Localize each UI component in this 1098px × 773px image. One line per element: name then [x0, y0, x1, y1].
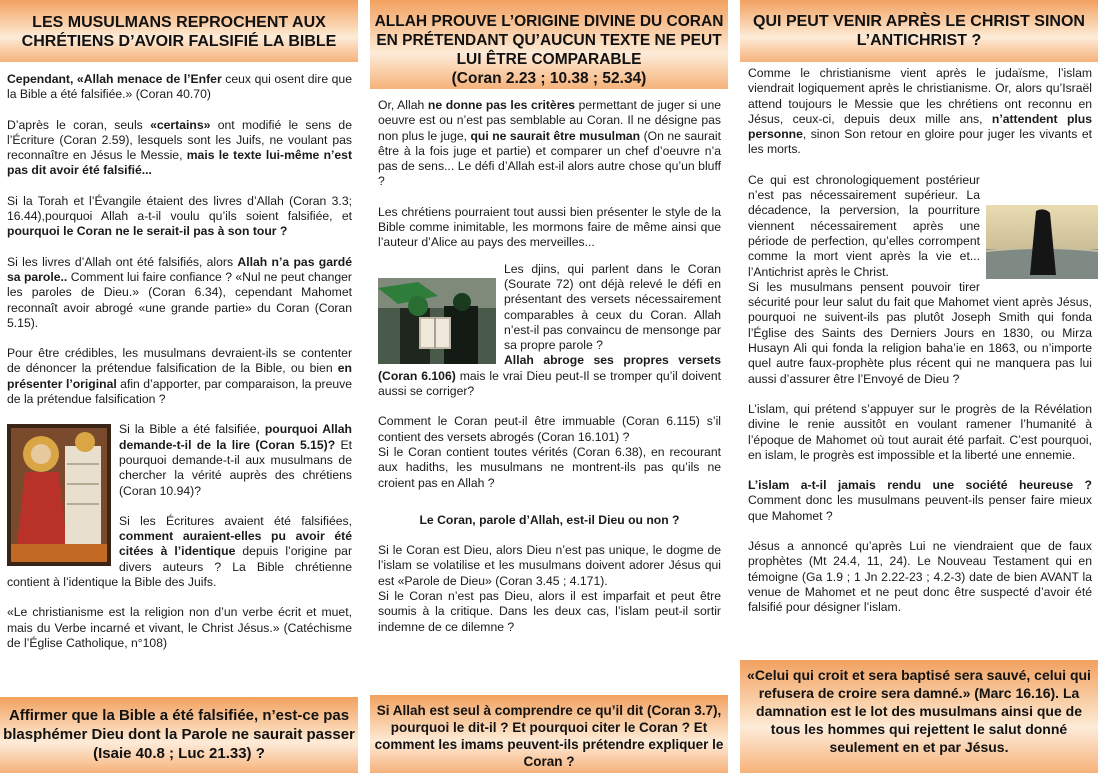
paragraph: L’islam a-t-il jamais rendu une société heureuse ? Comment donc les musulmans peuvent-ils penser faire mieux que Mahomet ? [748, 478, 1092, 523]
column-2-footer: Si Allah est seul à comprendre ce qu’il dit (Coran 3.7), pourquoi le dit-il ? Et pourquoi citer le Coran ? Et comment les imams peuvent-ils prétendre expliquer le Coran ? [370, 695, 728, 773]
icon-painting-image [7, 424, 111, 566]
paragraph: Si le Coran est Dieu, alors Dieu n’est pas unique, le dogme de l’islam se volatilise et les musulmans doivent adorer Jésus qui est «Parole de Dieu» (Coran 3.45 ; 4.171). Si le Coran n’est pas Dieu, alors il est imparfait et peut être soumis à la critique. Dans les deux cas, l’islam peut-il sortir indemne de ce dilemne ? [378, 543, 721, 634]
column-2-body [378, 98, 721, 650]
paragraph: Si la Bible a été falsifiée, pourquoi Allah demande-t-il de la lire (Coran 5.15)? Et pourquoi demande-t-il aux musulmans de chercher la vérité auprès des chrétiens (Coran 10.94)? [119, 422, 352, 498]
column-1 [0, 0, 358, 773]
column-3-footer: «Celui qui croit et sera baptisé sera sauvé, celui qui refusera de croire sera damné.» (Marc 16.16). La damnation est le lot des musulmans ainsi que de tous les hommes qui rejettent le salut donné seulement en et par Jésus. [740, 660, 1098, 773]
column-2-title [370, 0, 728, 89]
paragraph: L’islam, qui prétend s’appuyer sur le progrès de la Révélation divine le renie aussitôt en voulant ramener l’humanité à l’époque de Mahomet où tout aurait été parfait. C’est pourquoi, en islam, le progrès est impossible et la liberté une ennemie. [748, 401, 1092, 462]
paragraph: Or, Allah ne donne pas les critères permettant de juger si une oeuvre est ou n’est pas semblable au Coran. Il ne désigne pas non plus le juge, qui ne saurait être musulman (On ne saurait être à la fois juge et partie) et comparer un chef d’oeuvre n’a pas de sens... Le défi d’Allah est-il alors autre chose qu’un bluff ? [378, 98, 722, 189]
paragraph: Les chrétiens pourraient tout aussi bien présenter le style de la Bible comme inimitable, les mormons faire de même ainsi que l’auteur d’Alice au pays des merveilles... [378, 204, 721, 250]
column-2 [370, 0, 728, 773]
protest-photo-image [378, 278, 496, 364]
paragraph: Comment le Coran peut-il être immuable (Coran 6.115) s’il contient des versets abrogés (Coran 16.101) ? Si le Coran contient toutes vérités (Coran 6.38), en recourant aux hadiths, les musulmans ne montrent-ils pas qu’ils ne croient pas en Allah ? [378, 414, 721, 490]
section-subheading: Le Coran, parole d’Allah, est-il Dieu ou non ? [419, 512, 680, 527]
paragraph: Si les Écritures avaient été falsifiées, comment auraient-elles pu avoir été citées à l’identique depuis l’origine par divers auteurs ? La Bible chrétienne contient à l’identique la Bible des Juifs. [7, 513, 352, 590]
column-1-title: LES MUSULMANS REPROCHENT AUX CHRÉTIENS D’AVOIR FALSIFIÉ LA BIBLE [0, 0, 358, 62]
column-2-title-text: ALLAH PROUVE L’ORIGINE DIVINE DU CORAN EN PRÉTENDANT QU’AUCUN TEXTE NE PEUT LUI ÊTRE COMPARABLE [374, 13, 724, 68]
column-2-title-reference: (Coran 2.23 ; 10.38 ; 52.34) [451, 70, 647, 87]
paragraph: Les djins, qui parlent dans le Coran (Sourate 72) ont déjà relevé le défi en présentant des versets nécessairement comparables à ceux du Coran. Allah n’est-il pas convaincu de mensonge par sa propre parole ? Allah abroge ses propres versets (Coran 6.106) mais le vrai Dieu peut-Il se tromper qu’il doivent aussi se corriger? [378, 261, 721, 399]
column-3-body [748, 66, 1092, 631]
paragraph: D’après le coran, seuls «certains» ont modifié le sens de l’Écriture (Coran 2.59), lesquels sont les Juifs, ne voulant pas reconnaître en Jésus le Messie, mais le texte lui-même n’est pas dit avoir été falsifié... [7, 117, 353, 178]
quote-paragraph: «Le christianisme est la religion non d’un verbe écrit et muet, mais du Verbe incarné et vivant, le Christ Jésus.» (Catéchisme de l’Église Catholique, n°108) [7, 605, 352, 650]
column-1-body [7, 72, 352, 666]
paragraph: Si la Torah et l’Évangile étaient des livres d’Allah (Coran 3.3; 16.44),pourquoi Allah a-t-il voulu qu’ils soient falsifiée, et pourquoi le Coran ne le serait-il pas à son tour ? [7, 193, 352, 239]
column-3-title: QUI PEUT VENIR APRÈS LE CHRIST SINON L’ANTICHRIST ? [740, 0, 1098, 62]
paragraph: Cependant, «Allah menace de l’Enfer ceux qui osent dire que la Bible a été falsifiée.» (Coran 40.70) [7, 72, 352, 102]
paragraph: Jésus a annoncé qu’après Lui ne viendraient que de faux prophètes (Mt 24.4, 11, 24). Le Nouveau Testament qui en témoigne (Ga 1.9 ; 1 Jn 2.22-23 ; 4.2-3) date de bien AVANT la venue de Mahomet et ne peut donc être suspecté d’avoir été falsifié pour désigner l’islam. [748, 539, 1092, 615]
column-3 [740, 0, 1098, 773]
paragraph: Ce qui est chronologiquement postérieur n’est pas nécessairement supérieur. La décadence, la perversion, la pourriture viennent nécessairement après une période de perfection, qu’elles corrompent comme la mort vient après la vie et... l’Antichrist après le Christ. Si les musulmans pensent pouvoir tirer sécurité pour leur salut du fait que Mahomet vient après Jésus, pourquoi ne suivent-ils pas plutôt Joseph Smith qui fonda l’Église des Saints des Derniers Jours en 1830, ou Mirza Husayn Ali qui fonda la religion baha’ie en 1863, ou n’importe quel autre faux-prophète plus récent qui ne manquera pas lui aussi d’assurer être l’Envoyé de Dieu ? [748, 172, 1092, 386]
paragraph: Si les livres d’Allah ont été falsifiés, alors Allah n’a pas gardé sa parole.. Comment lui faire confiance ? «Nul ne peut changer les paroles de Dieu.» (Coran 6.34), cependant Mahomet reconnaît avoir abrogé «une grande partie» du Coran (Coran 5.15). [7, 254, 352, 330]
column-1-footer: Affirmer que la Bible a été falsifiée, n’est-ce pas blasphémer Dieu dont la Parole ne saurait passer (Isaie 40.8 ; Luc 21.33) ? [0, 697, 358, 773]
paragraph: Pour être crédibles, les musulmans devraient-ils se contenter de dénoncer la prétendue falsification de la Bible, ou bien en présenter l’original afin d’apporter, par comparaison, la preuve de la prétendue falsification ? [7, 346, 352, 407]
veiled-figure-image [986, 205, 1098, 279]
paragraph: Comme le christianisme vient après le judaïsme, l’islam viendrait logiquement après le christianisme. Or, alors qu’Israël attend toujours le Messie que les chrétiens ont reconnu en Jésus, ceux-ci, depuis deux mille ans, n’attendent plus personne, sinon Son retour en gloire pour juger les vivants et les morts. [748, 66, 1092, 157]
